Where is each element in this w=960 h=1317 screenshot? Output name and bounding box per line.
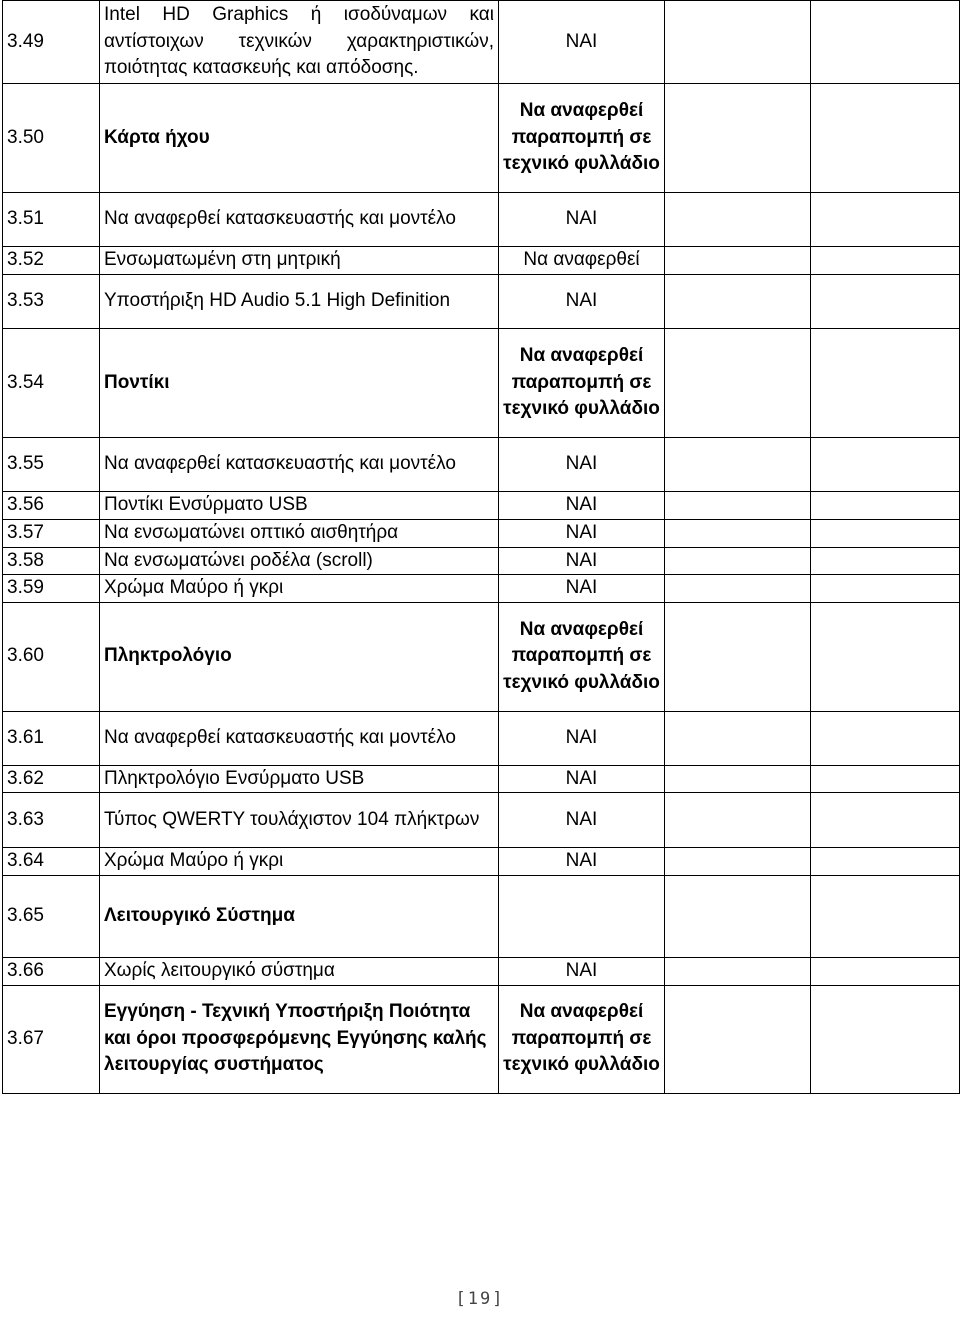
answer-cell [665,602,811,711]
row-requirement: ΝΑΙ [499,957,665,985]
row-description: Κάρτα ήχου [100,84,499,193]
row-requirement: ΝΑΙ [499,848,665,876]
row-number: 3.62 [3,765,100,793]
row-requirement: Να αναφερθεί παραπομπή σε τεχνικό φυλλάδιο [499,84,665,193]
row-number: 3.65 [3,875,100,957]
page-number: [19] [455,1289,505,1309]
spec-table [2,0,960,1094]
row-requirement: ΝΑΙ [499,520,665,548]
row-description: Λειτουργικό Σύστημα [100,875,499,957]
row-number: 3.50 [3,84,100,193]
answer-cell [665,547,811,575]
row-number: 3.55 [3,438,100,492]
row-description: Να αναφερθεί κατασκευαστής και μοντέλο [100,193,499,247]
answer-cell [665,875,811,957]
answer-cell [665,711,811,765]
reference-cell [811,547,960,575]
answer-cell [665,793,811,848]
row-description: Χρώμα Μαύρο ή γκρι [100,575,499,603]
answer-cell [665,492,811,520]
row-requirement: ΝΑΙ [499,547,665,575]
table-row [3,438,960,492]
answer-cell [665,985,811,1093]
row-description: Χρώμα Μαύρο ή γκρι [100,848,499,876]
table-row [3,985,960,1093]
reference-cell [811,793,960,848]
reference-cell [811,711,960,765]
row-description: Τύπος QWERTY τουλάχιστον 104 πλήκτρων [100,793,499,848]
row-number: 3.57 [3,520,100,548]
table-row [3,793,960,848]
answer-cell [665,193,811,247]
reference-cell [811,765,960,793]
row-requirement: Να αναφερθεί παραπομπή σε τεχνικό φυλλάδιο [499,985,665,1093]
table-row [3,329,960,438]
row-number: 3.59 [3,575,100,603]
row-requirement: Να αναφερθεί παραπομπή σε τεχνικό φυλλάδιο [499,602,665,711]
row-requirement: ΝΑΙ [499,793,665,848]
row-description: Intel HD Graphics ή ισοδύναμων και αντίστοιχων τεχνικών χαρακτηριστικών, ποιότητας κατασκευής και απόδοσης. [100,1,499,84]
table-row [3,275,960,329]
row-description: Να αναφερθεί κατασκευαστής και μοντέλο [100,438,499,492]
reference-cell [811,438,960,492]
answer-cell [665,575,811,603]
row-requirement: ΝΑΙ [499,765,665,793]
reference-cell [811,84,960,193]
table-row [3,247,960,275]
answer-cell [665,438,811,492]
row-number: 3.54 [3,329,100,438]
row-number: 3.66 [3,957,100,985]
row-requirement: ΝΑΙ [499,438,665,492]
reference-cell [811,247,960,275]
row-description: Υποστήριξη HD Audio 5.1 High Definition [100,275,499,329]
row-description: Να αναφερθεί κατασκευαστής και μοντέλο [100,711,499,765]
row-number: 3.52 [3,247,100,275]
reference-cell [811,875,960,957]
reference-cell [811,193,960,247]
row-number: 3.49 [3,1,100,84]
row-requirement: ΝΑΙ [499,275,665,329]
reference-cell [811,275,960,329]
reference-cell [811,1,960,84]
answer-cell [665,957,811,985]
row-requirement: Να αναφερθεί παραπομπή σε τεχνικό φυλλάδιο [499,329,665,438]
answer-cell [665,848,811,876]
row-description: Ποντίκι [100,329,499,438]
answer-cell [665,329,811,438]
row-number: 3.60 [3,602,100,711]
table-row [3,520,960,548]
row-description: Χωρίς λειτουργικό σύστημα [100,957,499,985]
row-number: 3.53 [3,275,100,329]
row-description: Πληκτρολόγιο Ενσύρματο USB [100,765,499,793]
row-description: Πληκτρολόγιο [100,602,499,711]
row-requirement: ΝΑΙ [499,1,665,84]
row-number: 3.61 [3,711,100,765]
table-row [3,848,960,876]
table-row [3,602,960,711]
answer-cell [665,765,811,793]
row-number: 3.67 [3,985,100,1093]
table-row [3,84,960,193]
table-row [3,193,960,247]
row-requirement [499,875,665,957]
reference-cell [811,520,960,548]
row-requirement: Να αναφερθεί [499,247,665,275]
answer-cell [665,84,811,193]
row-description: Να ενσωματώνει ροδέλα (scroll) [100,547,499,575]
row-requirement: ΝΑΙ [499,193,665,247]
answer-cell [665,1,811,84]
row-description: Ενσωματωμένη στη μητρική [100,247,499,275]
row-description: Ποντίκι Ενσύρματο USB [100,492,499,520]
table-row [3,575,960,603]
row-description: Να ενσωματώνει οπτικό αισθητήρα [100,520,499,548]
table-row [3,547,960,575]
table-row [3,875,960,957]
reference-cell [811,957,960,985]
row-number: 3.64 [3,848,100,876]
row-requirement: ΝΑΙ [499,575,665,603]
table-row [3,765,960,793]
table-row [3,711,960,765]
reference-cell [811,575,960,603]
row-number: 3.56 [3,492,100,520]
reference-cell [811,848,960,876]
answer-cell [665,520,811,548]
row-description: Εγγύηση - Τεχνική Υποστήριξη Ποιότητα και όροι προσφερόμενης Εγγύησης καλής λειτουργίας συστήματος [100,985,499,1093]
table-row [3,957,960,985]
answer-cell [665,275,811,329]
reference-cell [811,329,960,438]
reference-cell [811,985,960,1093]
row-number: 3.58 [3,547,100,575]
reference-cell [811,492,960,520]
row-number: 3.51 [3,193,100,247]
table-row [3,1,960,84]
reference-cell [811,602,960,711]
answer-cell [665,247,811,275]
row-requirement: ΝΑΙ [499,711,665,765]
table-row [3,492,960,520]
row-requirement: ΝΑΙ [499,492,665,520]
row-number: 3.63 [3,793,100,848]
